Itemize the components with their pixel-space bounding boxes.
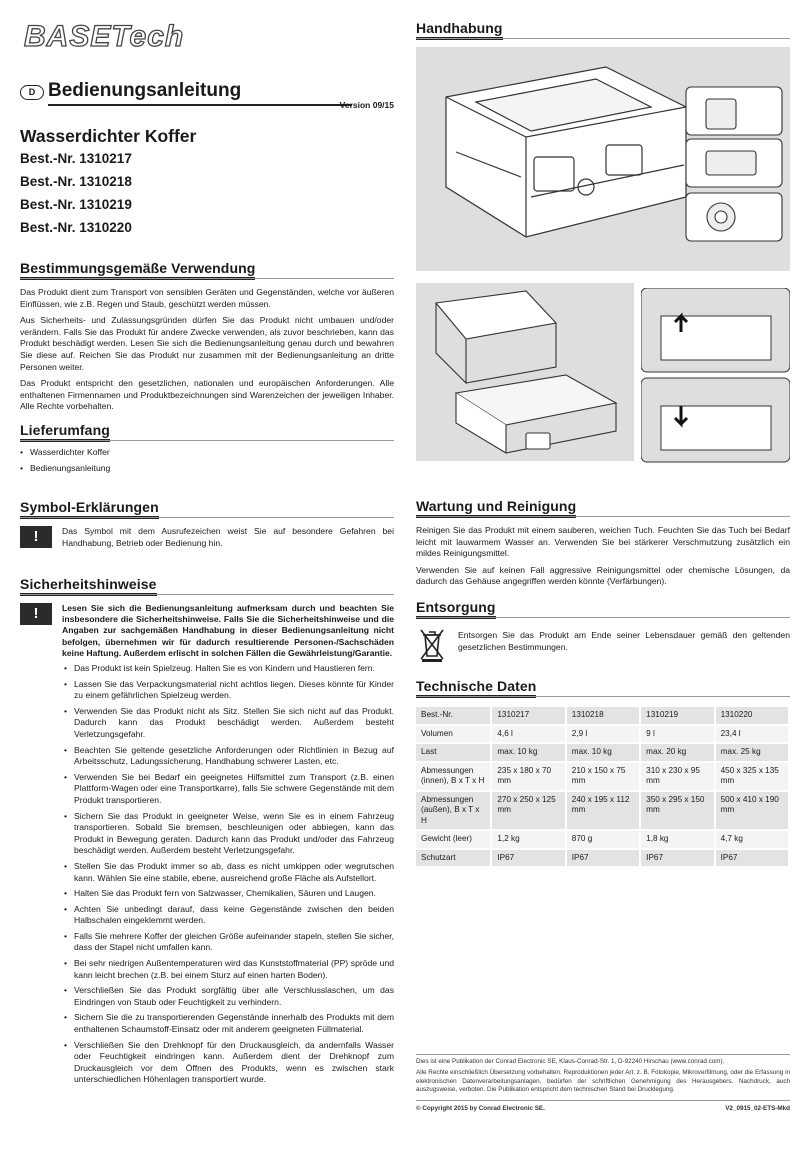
disposal-text: Entsorgen Sie das Produkt am Ende seiner Lebensdauer gemäß den geltenden gesetzlichen Bestimmungen. [458, 630, 790, 652]
manual-title: Bedienungsanleitung [48, 80, 242, 101]
exclamation-icon: ! [20, 603, 52, 625]
intended-use-heading: Bestimmungsgemäße Verwendung [20, 260, 394, 279]
disposal-heading: Entsorgung [416, 599, 790, 618]
table-cell: Last [416, 743, 491, 762]
brand-logo-text: BASETech [24, 20, 185, 52]
table-cell: 1310219 [640, 707, 714, 725]
maintenance-p1: Reinigen Sie das Produkt mit einem sauberen, weichen Tuch. Feuchten Sie das Tuch bei Bedarf leicht mit lauwarmem Wasser an. Verwenden Sie bei stärkerer Verschmutzung zusätzlich ein mildes Reinigungsmittel. [416, 525, 790, 559]
symbols-text: Das Symbol mit dem Ausrufezeichen weist Sie auf besondere Gefahren bei Handhabung, Betrieb oder Bedienung hin. [62, 526, 394, 548]
table-cell: max. 25 kg [715, 743, 789, 762]
title-rule [48, 104, 352, 106]
order-number-4: Best.-Nr. 1310220 [20, 220, 132, 235]
manual-title-bar [20, 80, 394, 110]
footer-rule [416, 1054, 790, 1055]
table-cell: 9 l [640, 725, 714, 744]
table-cell: 240 x 195 x 112 mm [566, 791, 640, 831]
table-cell: IP67 [491, 849, 565, 868]
table-cell: 1310218 [566, 707, 640, 725]
intended-use-p2: Aus Sicherheits- und Zulassungsgründen dürfen Sie das Produkt nicht umbauen und/oder verändern. Falls Sie das Produkt für andere Zwecke verwenden, als zuvor beschrieben, kann das Produkt beschädigt werden. Lesen Sie sich die Bedienungsanleitung genau durch und bewahren Sie diese auf. Reichen Sie das Produkt nur zusammen mit der Bedienungsanleitung an dritte Personen weiter. [20, 315, 394, 372]
table-cell: 1310217 [491, 707, 565, 725]
table-cell: 350 x 295 x 150 mm [640, 791, 714, 831]
table-row [416, 791, 789, 831]
footer-rights: Alle Rechte einschließlich Übersetzung vorbehalten. Reproduktionen jeder Art, z. B. Fotokopie, Mikroverfilmung, oder die Erfassung in elektronischen Datenverarbeitungsanlagen, bedürfen der schriftlichen Genehmigung des Herausgebers. Nachdruck, auch auszugsweise, verboten. Die Publikation entspricht dem technischen Stand bei Drucklegung. [416, 1069, 790, 1094]
table-cell: 310 x 230 x 95 mm [640, 762, 714, 791]
symbols-section [20, 499, 394, 548]
table-cell: Gewicht (leer) [416, 830, 491, 849]
table-cell: 4,6 l [491, 725, 565, 744]
exclamation-icon: ! [20, 526, 52, 548]
order-number-3: Best.-Nr. 1310219 [20, 197, 132, 212]
language-badge: D [20, 85, 44, 100]
delivery-item: • Bedienungsanleitung [20, 463, 394, 475]
table-cell: 210 x 150 x 75 mm [566, 762, 640, 791]
safety-intro: Lesen Sie sich die Bedienungsanleitung aufmerksam durch und beachten Sie insbesondere die Sicherheitshinweise. Falls Sie die Sicherheitshinweise und die Angaben zur sachgemäßen Handhabung in dieser Bedienungsanleitung nicht befolgen, übernehmen wir für dadurch resultierende Personen-/Sachschäden keine Haftung. Außerdem erlischt in solchen Fällen die Gewährleistung/Garantie. [62, 603, 394, 658]
product-name: Wasserdichter Koffer [20, 126, 197, 146]
table-cell: IP67 [715, 849, 789, 868]
maintenance-heading: Wartung und Reinigung [416, 498, 790, 517]
table-cell: 2,9 l [566, 725, 640, 744]
footer-copyright: © Copyright 2015 by Conrad Electronic SE. [416, 1104, 545, 1112]
tech-data-section [416, 678, 790, 868]
table-cell: max. 20 kg [640, 743, 714, 762]
safety-item: • Halten Sie das Produkt fern von Salzwasser, Chemikalien, Säuren und Laugen. [64, 888, 394, 900]
footer-doc-code: V2_0915_02-ETS-Mkd [725, 1104, 790, 1112]
delivery-heading: Lieferumfang [20, 422, 394, 441]
table-cell: 450 x 325 x 135 mm [715, 762, 789, 791]
safety-item: • Lassen Sie das Verpackungsmaterial nicht achtlos liegen. Dieses könnte für Kinder zu einem gefährlichen Spielzeug werden. [64, 679, 394, 702]
table-cell: 1,2 kg [491, 830, 565, 849]
table-cell: Schutzart [416, 849, 491, 868]
crossed-bin-icon [418, 626, 446, 662]
safety-item: • Beachten Sie geltende gesetzliche Anforderungen oder Richtlinien in Bezug auf Arbeitsschutz, Ladungssicherung, Handhabung schwerer Lasten, etc. [64, 745, 394, 768]
maintenance-p2: Verwenden Sie auf keinen Fall aggressive Reinigungsmittel oder chemische Lösungen, da dadurch das Gehäuse angegriffen werden könnte (Verfärbungen). [416, 564, 790, 587]
table-row [416, 725, 789, 744]
table-cell: 270 x 250 x 125 mm [491, 791, 565, 831]
safety-item: • Sichern Sie das Produkt in geeigneter Weise, wenn Sie es in einem Fahrzeug transportieren. Sobald Sie bremsen, beschleunigen oder abbiegen, kann das Produkt in Bewegung geraten. Dadurch kann das Produkt und/oder das Fahrzeug beschädigt werden. Außerdem besteht Verletzungsgefahr. [64, 811, 394, 857]
intended-use-p1: Das Produkt dient zum Transport von sensiblen Geräten und Gegenständen, welche vor äußeren Einflüssen, wie z.B. Regen und Staub, geschützt werden müssen. [20, 287, 394, 309]
table-row [416, 743, 789, 762]
footer-publisher: Dies ist eine Publikation der Conrad Electronic SE, Klaus-Conrad-Str. 1, D-92240 Hirschau (www.conrad.com). [416, 1058, 725, 1065]
safety-item: • Verschließen Sie das Produkt sorgfältig über alle Verschlusslaschen, um das Eindringen von Staub oder Feuchtigkeit zu verhindern. [64, 985, 394, 1008]
footer [416, 1054, 790, 1115]
tech-data-heading: Technische Daten [416, 678, 790, 697]
table-row [416, 849, 789, 868]
table-cell: 870 g [566, 830, 640, 849]
table-cell: Abmessungen (innen), B x T x H [416, 762, 491, 791]
safety-item: • Achten Sie unbedingt darauf, dass keine Gegenstände zwischen den beiden Halbschalen eingeklemmt werden. [64, 904, 394, 927]
handling-heading: Handhabung [416, 20, 790, 39]
case-closed-illustration [416, 47, 790, 271]
safety-item: • Das Produkt ist kein Spielzeug. Halten Sie es von Kindern und Haustieren fern. [64, 663, 394, 675]
safety-heading: Sicherheitshinweise [20, 576, 394, 595]
table-cell: 1,8 kg [640, 830, 714, 849]
safety-item: • Verwenden Sie bei Bedarf ein geeignetes Hilfsmittel zum Transport (z.B. einen Plattform-Wagen oder eine Transportkarre), falls Sie schwere Gegenstände mit dem Produkt transportieren. [64, 772, 394, 807]
table-row [416, 707, 789, 725]
table-cell: 1310220 [715, 707, 789, 725]
table-cell: Abmessungen (außen), B x T x H [416, 791, 491, 831]
table-cell: 23,4 l [715, 725, 789, 744]
table-cell: IP67 [640, 849, 714, 868]
safety-item: • Bei sehr niedrigen Außentemperaturen wird das Kunststoffmaterial (PP) spröde und kann leicht brechen (z.B. bei einem Sturz auf einen harten Boden). [64, 958, 394, 981]
intended-use-section [20, 260, 394, 418]
safety-item: • Falls Sie mehrere Koffer der gleichen Größe aufeinander stapeln, stellen Sie sicher, dass der Stapel nicht umfallen kann. [64, 931, 394, 954]
table-cell: max. 10 kg [491, 743, 565, 762]
maintenance-section [416, 498, 790, 593]
tech-data-table [416, 707, 790, 868]
table-cell: IP67 [566, 849, 640, 868]
table-row [416, 762, 789, 791]
safety-item: • Stellen Sie das Produkt immer so ab, dass es nicht umkippen oder wegrutschen kann. Wählen Sie eine stabile, ebene, ausreichend große Fläche als Aufstellort. [64, 861, 394, 884]
table-cell: 235 x 180 x 70 mm [491, 762, 565, 791]
version-label: Version 09/15 [339, 100, 394, 110]
brand-logo [22, 18, 272, 57]
table-cell: 4,7 kg [715, 830, 789, 849]
table-cell: Best.-Nr. [416, 707, 491, 725]
table-cell: 500 x 410 x 190 mm [715, 791, 789, 831]
delivery-item: • Wasserdichter Koffer [20, 447, 394, 459]
order-number-1: Best.-Nr. 1310217 [20, 151, 132, 166]
order-number-2: Best.-Nr. 1310218 [20, 174, 132, 189]
footer-rule [416, 1100, 790, 1101]
table-row [416, 830, 789, 849]
table-cell: Volumen [416, 725, 491, 744]
safety-section [20, 576, 394, 1085]
symbols-heading: Symbol-Erklärungen [20, 499, 394, 518]
handling-section [416, 20, 790, 39]
intended-use-p3: Das Produkt entspricht den gesetzlichen, nationalen und europäischen Anforderungen. Alle enthaltenen Firmennamen und Produktbezeichnungen sind Warenzeichen der jeweiligen Inhaber. Alle Rechte vorbehalten. [20, 378, 394, 412]
case-open-illustration [416, 283, 634, 461]
safety-item: • Sichern Sie die zu transportierenden Gegenstände innerhalb des Produkts mit dem enthaltenen Schaumstoff-Einsatz oder mit anderem geeigneten Füllmaterial. [64, 1012, 394, 1035]
disposal-section [416, 599, 790, 652]
safety-item: • Verschließen Sie den Drehknopf für den Druckausgleich, da andernfalls Wasser oder Feuchtigkeit eindringen kann. Außerdem dient der Drehknopf zum Druckausgleich vor dem Öffnen des Produkts, wenn es zwischen stark unterschiedlichen Höhenlagen transportiert wurde. [64, 1040, 394, 1086]
delivery-section [20, 422, 394, 478]
foam-insert-illustration [641, 288, 790, 466]
table-cell: max. 10 kg [566, 743, 640, 762]
safety-item: • Verwenden Sie das Produkt nicht als Sitz. Stellen Sie sich nicht auf das Produkt. Dadurch kann das Produkt beschädigt werden. Außerdem besteht Verletzungsgefahr. [64, 706, 394, 741]
